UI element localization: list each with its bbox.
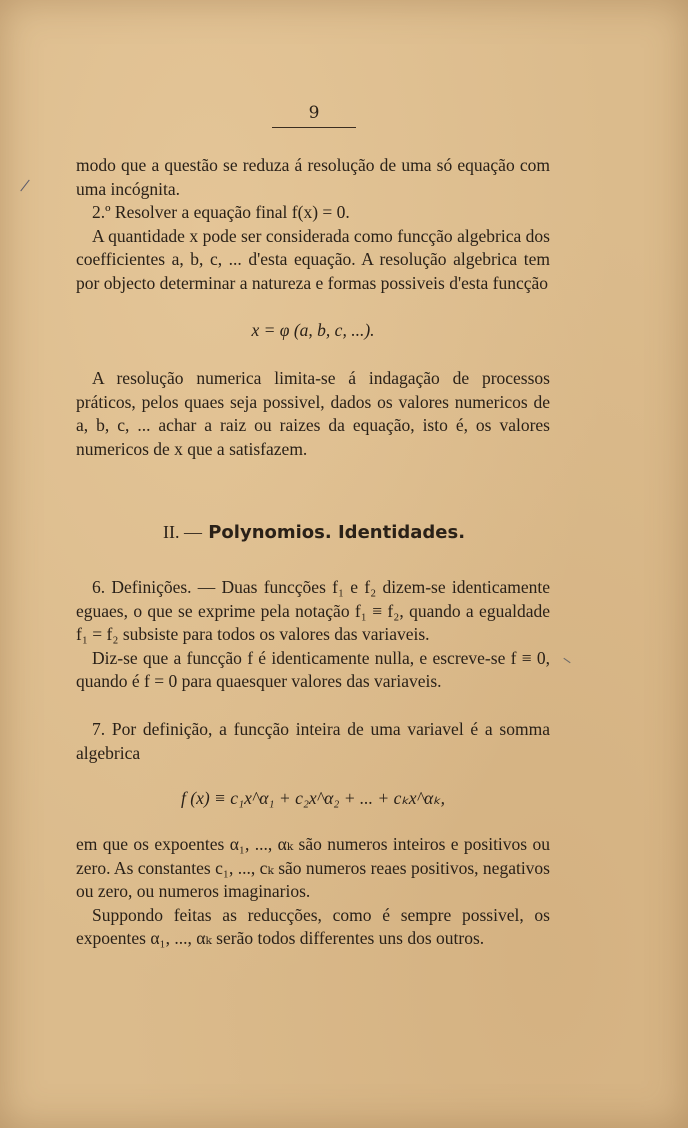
pencil-mark: [563, 658, 570, 663]
paragraph: em que os expoentes α₁, ..., αₖ são numeros inteiros e positivos ou zero. As constantes c₁, ..., cₖ são numeros reaes positivos, negativos ou zero, ou numeros imaginarios.: [76, 834, 550, 902]
paragraph: Suppondo feitas as reducções, como é sempre possivel, os expoentes α₁, ..., αₖ serão todos differentes uns dos outros.: [76, 904, 550, 949]
paragraph: A resolução numerica limita-se á indagação de processos práticos, pelos quaes seja possivel, dados os valores numericos de a, b, c, ... achar a raiz ou raizes da equação, isto é, os valores numericos de x que a satisfazem.: [76, 368, 550, 459]
pencil-mark: [20, 180, 29, 192]
text-block-polynomial: [76, 718, 550, 765]
page-number-rule: [272, 127, 356, 128]
section-heading: [0, 522, 628, 543]
text-block-exponents: [76, 833, 550, 951]
equation: x = φ (a, b, c, ...).: [251, 320, 375, 340]
paragraph: 6. Definições. — Duas funcções f₁ e f₂ dizem-se identicamente eguaes, o que se exprime pela notação f₁ ≡ f₂, quando a egualdade f₁ = f₂ subsiste para todos os valores das variaveis.: [76, 577, 550, 645]
text-block-intro: [76, 154, 550, 296]
section-number: II. —: [162, 522, 202, 542]
paragraph: Diz-se que a funcção f é identicamente nulla, e escreve-se f ≡ 0, quando é f = 0 para quaesquer valores das variaveis.: [76, 647, 550, 692]
text-block-numeric: [76, 367, 550, 461]
section-title: Polynomios. Identidades.: [208, 522, 466, 543]
paragraph: 2.º Resolver a equação final f(x) = 0.: [92, 202, 350, 223]
page-number: 9: [308, 103, 320, 123]
paragraph: 7. Por definição, a funcção inteira de uma variavel é a somma algebrica: [76, 719, 550, 763]
equation: f (x) ≡ c₁x^α₁ + c₂x^α₂ + ... + cₖx^αₖ,: [181, 788, 445, 808]
text-block-definitions: [76, 576, 550, 694]
paragraph: modo que a questão se reduza á resolução de uma só equação com uma incógnita.: [76, 155, 550, 199]
paragraph: A quantidade x pode ser considerada como funcção algebrica dos coefficientes a, b, c, ... d'esta equação. A resolução algebrica tem por objecto determinar a natureza e formas possiveis d'esta funcção: [76, 225, 550, 293]
